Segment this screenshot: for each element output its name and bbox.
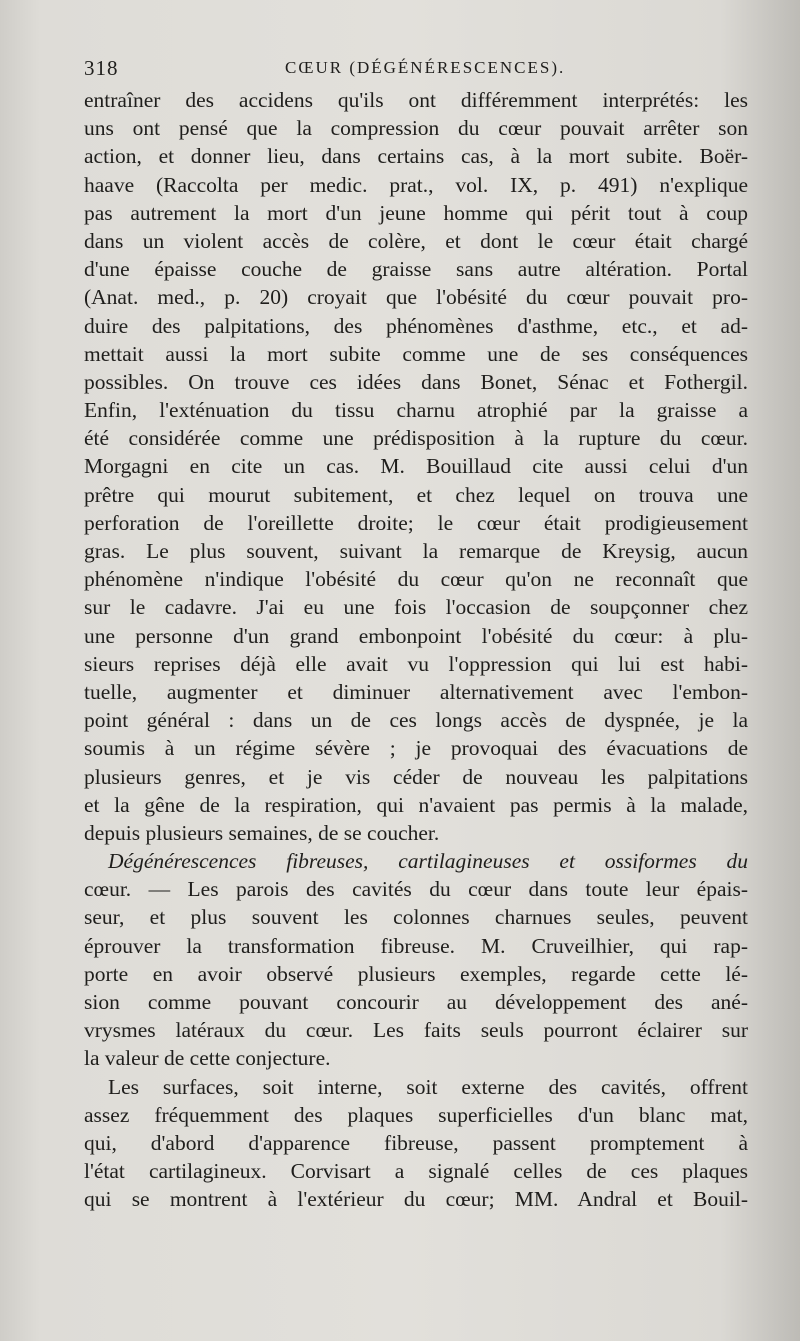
text-line: plusieurs genres, et je vis céder de nouveau les palpitations [84, 764, 748, 789]
text-line: mettait aussi la mort subite comme une de ses conséquences [84, 341, 748, 366]
text-line: uns ont pensé que la compression du cœur pouvait arrêter son [84, 116, 748, 141]
text-line: duire des palpitations, des phénomènes d'asthme, etc., et ad- [84, 313, 748, 338]
text-line: Enfin, l'exténuation du tissu charnu atrophié par la graisse a [84, 398, 748, 423]
text-line: tuelle, augmenter et diminuer alternativement avec l'embon- [84, 679, 748, 704]
text-line: assez fréquemment des plaques superficielles d'un blanc mat, [84, 1102, 748, 1127]
text-line: soumis à un régime sévère ; je provoquai des évacuations de [84, 736, 748, 761]
text-line: sur le cadavre. J'ai eu une fois l'occasion de soupçonner chez [84, 595, 748, 620]
text-line: (Anat. med., p. 20) croyait que l'obésité du cœur pouvait pro- [84, 285, 748, 310]
text-line: depuis plusieurs semaines, de se coucher. [84, 820, 440, 845]
text-line: Morgagni en cite un cas. M. Bouillaud cite aussi celui d'un [84, 454, 748, 479]
text-line: sion comme pouvant concourir au développement des ané- [84, 990, 748, 1014]
text-line: possibles. On trouve ces idées dans Bonet, Sénac et Fothergil. [84, 369, 748, 394]
page-number: 318 [84, 56, 119, 80]
section-heading-line: Dégénérescences fibreuses, cartilagineuses et ossiformes du [108, 849, 748, 874]
text-line: d'une épaisse couche de graisse sans autre altération. Portal [84, 257, 748, 282]
page-header [80, 56, 750, 84]
text-line: perforation de l'oreillette droite; le cœur était prodigieusement [84, 510, 748, 535]
text-line: entraîner des accidens qu'ils ont différemment interprétés: les [84, 88, 748, 112]
text-line: action, et donner lieu, dans certains cas, à la mort subite. Boër- [84, 144, 748, 169]
text-line: l'état cartilagineux. Corvisart a signalé celles de ces plaques [84, 1159, 748, 1184]
text-line: seur, et plus souvent les colonnes charnues seules, peuvent [84, 905, 748, 930]
text-line: vrysmes latéraux du cœur. Les faits seuls pourront éclairer sur [84, 1018, 748, 1043]
text-line: haave (Raccolta per medic. prat., vol. IX, p. 491) n'explique [84, 172, 748, 197]
text-line: qui, d'abord d'apparence fibreuse, passent promptement à [84, 1130, 748, 1155]
text-line: sieurs reprises déjà elle avait vu l'oppression qui lui est habi- [84, 651, 748, 676]
body-text [84, 86, 748, 1214]
text-line: qui se montrent à l'extérieur du cœur; MM. Andral et Bouil- [84, 1187, 748, 1212]
text-line: été considérée comme une prédisposition à la rupture du cœur. [84, 426, 748, 451]
text-line: et la gêne de la respiration, qui n'avaient pas permis à la malade, [84, 792, 748, 817]
text-line: cœur. — Les parois des cavités du cœur dans toute leur épais- [84, 877, 748, 902]
text-line: Les surfaces, soit interne, soit externe des cavités, offrent [108, 1074, 748, 1099]
text-line: la valeur de cette conjecture. [84, 1046, 331, 1071]
text-line: une personne d'un grand embonpoint l'obésité du cœur: à plu- [84, 623, 748, 648]
text-line: pas autrement la mort d'un jeune homme qui périt tout à coup [84, 200, 748, 225]
text-line: porte en avoir observé plusieurs exemples, regarde cette lé- [84, 961, 748, 986]
text-line: éprouver la transformation fibreuse. M. Cruveilhier, qui rap- [84, 933, 748, 958]
text-line: point général : dans un de ces longs accès de dyspnée, je la [84, 708, 748, 733]
text-line: prêtre qui mourut subitement, et chez lequel on trouva une [84, 482, 748, 507]
text-line: dans un violent accès de colère, et dont le cœur était chargé [84, 228, 748, 253]
text-line: phénomène n'indique l'obésité du cœur qu'on ne reconnaît que [84, 567, 748, 592]
text-line: gras. Le plus souvent, suivant la remarque de Kreysig, aucun [84, 539, 748, 563]
running-head: CŒUR (DÉGÉNÉRESCENCES). [285, 58, 566, 77]
